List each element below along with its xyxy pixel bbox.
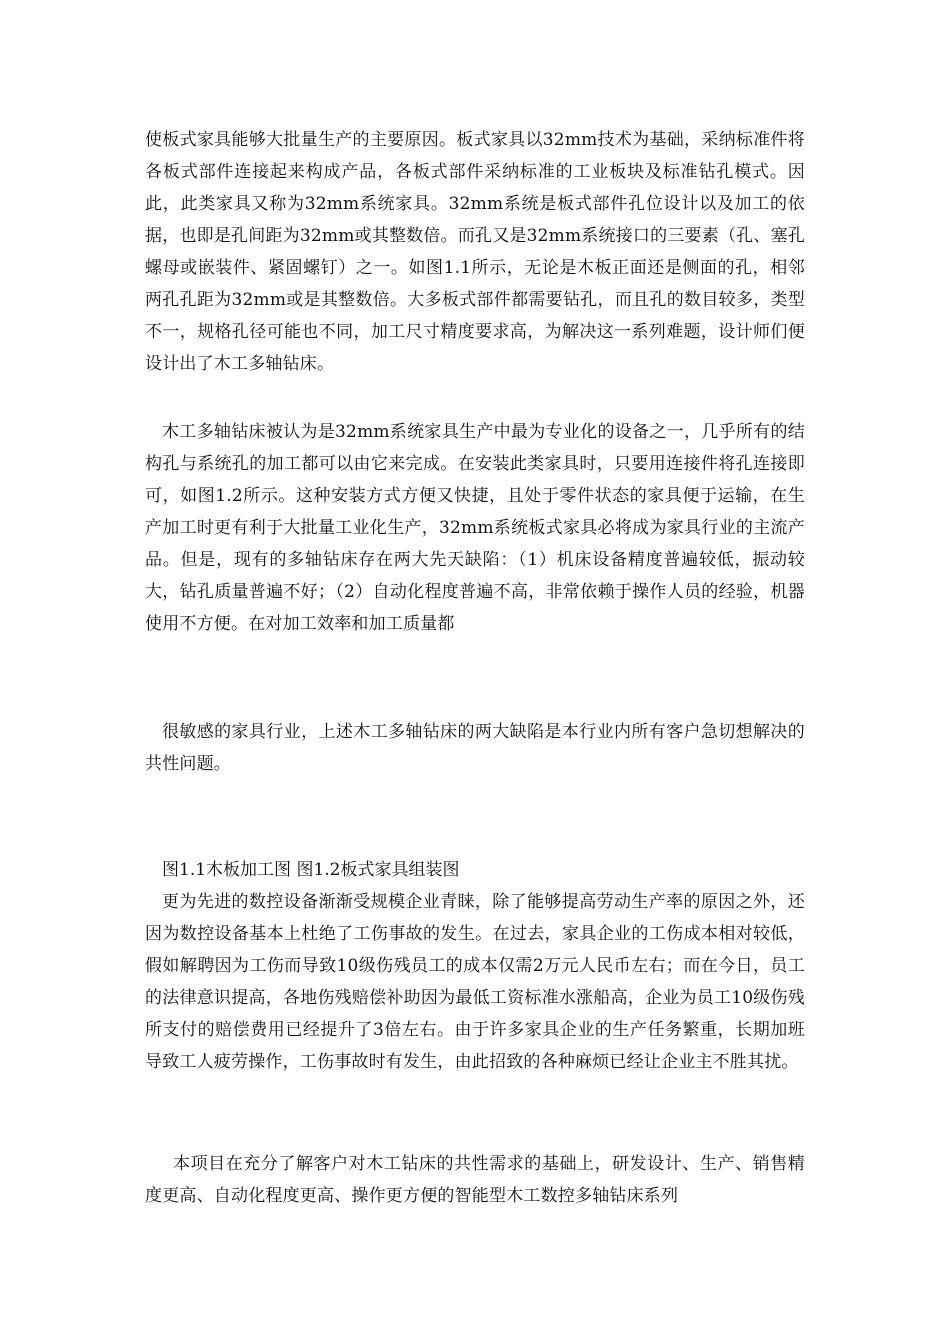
figure-caption: 图1.1木板加工图 图1.2板式家具组装图	[162, 860, 460, 880]
paragraph-cnc-equipment: 更为先进的数控设备渐渐受规模企业青睐，除了能够提高劳动生产率的原因之外，还因为数控设备基本上杜绝了工伤事故的发生。在过去，家具企业的工伤成本相对较低，假如解聘因为工伤而导致10级伤残员工的成本仅需2万元人民币左右；而在今日，员工的法律意识提高，各地伤残赔偿补助因为最低工资标准水涨船高，企业为员工10级伤残所支付的赔偿费用已经提升了3倍左右。由于许多家具企业的生产任务繁重，长期加班导致工人疲劳操作，工伤事故时有发生，由此招致的各种麻烦已经让企业主不胜其扰。	[145, 892, 805, 1072]
paragraph-multi-axis-drill: 木工多轴钻床被认为是32mm系统家具生产中最为专业化的设备之一，几乎所有的结构孔与系统孔的加工都可以由它来完成。在安装此类家具时，只要用连接件将孔连接即可，如图1.2所示。这种安装方式方便又快捷，且处于零件状态的家具便于运输，在生产加工时更有利于大批量工业化生产，32mm系统板式家具必将成为家具行业的主流产品。但是，现有的多轴钻床存在两大先天缺陷：（1）机床设备精度普遍较低，振动较大，钻孔质量普遍不好；（2）自动化程度普遍不高，非常依赖于操作人员的经验，机器使用不方便。在对加工效率和加工质量都	[145, 422, 805, 634]
paragraph-industry-defects: 很敏感的家具行业，上述木工多轴钻床的两大缺陷是本行业内所有客户急切想解决的共性问题。	[145, 722, 805, 774]
paragraph-32mm-system: 使板式家具能够大批量生产的主要原因。板式家具以32mm技术为基础，采纳标准件将各板式部件连接起来构成产品，各板式部件采纳标准的工业板块及标准钻孔模式。因此，此类家具又称为32mm系统家具。32mm系统是板式部件孔位设计以及加工的依据，也即是孔间距为32mm或其整数倍。而孔又是32mm系统接口的三要素（孔、塞孔螺母或嵌装件、紧固螺钉）之一。如图1.1所示，无论是木板正面还是侧面的孔，相邻两孔孔距为32mm或是其整数倍。大多板式部件都需要钻孔，而且孔的数目较多，类型不一，规格孔径可能也不同，加工尺寸精度要求高，为解决这一系列难题，设计师们便设计出了木工多轴钻床。	[145, 130, 805, 374]
paragraph-project-goal: 本项目在充分了解客户对木工钻床的共性需求的基础上，研发设计、生产、销售精度更高、自动化程度更高、操作更方便的智能型木工数控多轴钻床系列	[145, 1154, 805, 1206]
